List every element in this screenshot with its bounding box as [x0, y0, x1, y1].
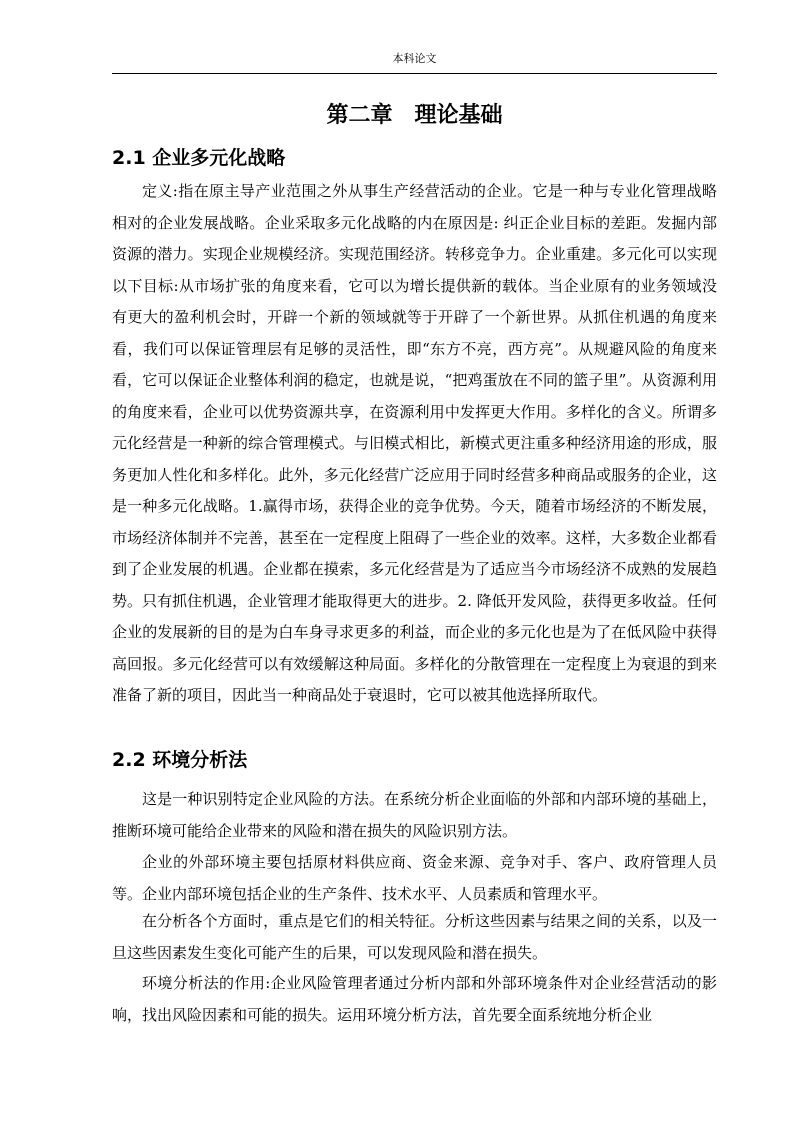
section-title-2-2: 2.2 环境分析法: [112, 749, 248, 771]
section-title-2-1: 2.1 企业多元化战略: [112, 147, 286, 169]
page-header: 本科论文: [392, 52, 437, 65]
section-2-2-paragraph-2: 企业的外部环境主要包括原材料供应商、资金来源、竞争对手、客户、政府管理人员等。企业内部环境包括企业的生产条件、技术水平、人员素质和管理水平。: [112, 853, 717, 903]
chapter-title: 第二章 理论基础: [326, 103, 503, 128]
section-2-2-paragraph-1: 这是一种识别特定企业风险的方法。在系统分析企业面临的外部和内部环境的基础上，推断环境可能给企业带来的风险和潜在损失的风险识别方法。: [112, 790, 717, 840]
section-2-2-paragraph-4: 环境分析法的作用:企业风险管理者通过分析内部和外部环境条件对企业经营活动的影响，找出风险因素和可能的损失。运用环境分析方法，首先要全面系统地分析企业: [112, 974, 717, 1024]
section-2-1-paragraph: 定义:指在原主导产业范围之外从事生产经营活动的企业。它是一种与专业化管理战略相对的企业发展战略。企业采取多元化战略的内在原因是: 纠正企业目标的差距。发掘内部资源的潜力。实现企业规模经济。实现范围经济。转移竞争力。企业重建。多元化可以实现以下目标:从市场扩张的角度来看，它可以为增长提供新的载体。当企业原有的业务领域没有更大的盈利机会时，开辟一个新的领域就等于开辟了一个新世界。从抓住机遇的角度来看，我们可以保证管理层有足够的灵活性，即“东方不亮，西方亮”。从规避风险的角度来看，它可以保证企业整体利润的稳定，也就是说，“把鸡蛋放在不同的篮子里”。从资源利用的角度来看，企业可以优势资源共享，在资源利用中发挥更大作用。多样化的含义。所谓多元化经营是一种新的综合管理模式。与旧模式相比，新模式更注重多种经济用途的形成，服务更加人性化和多样化。此外，多元化经营广泛应用于同时经营多种商品或服务的企业，这是一种多元化战略。1.赢得市场，获得企业的竞争优势。今天，随着市场经济的不断发展，市场经济体制并不完善，甚至在一定程度上阻碍了一些企业的效率。这样，大多数企业都看到了企业发展的机遇。企业都在摸索，多元化经营是为了适应当今市场经济不成熟的发展趋势。只有抓住机遇，企业管理才能取得更大的进步。2. 降低开发风险，获得更多收益。任何企业的发展新的目的是为白车身寻求更多的利益，而企业的多元化也是为了在低风险中获得高回报。多元化经营可以有效缓解这种局面。多样化的分散管理在一定程度上为衰退的到来准备了新的项目，因此当一种商品处于衰退时，它可以被其他选择所取代。: [112, 182, 717, 704]
header-divider: [112, 73, 717, 74]
section-2-2-paragraph-3: 在分析各个方面时，重点是它们的相关特征。分析这些因素与结果之间的关系，以及一旦这些因素发生变化可能产生的后果，可以发现风险和潜在损失。: [112, 912, 717, 962]
